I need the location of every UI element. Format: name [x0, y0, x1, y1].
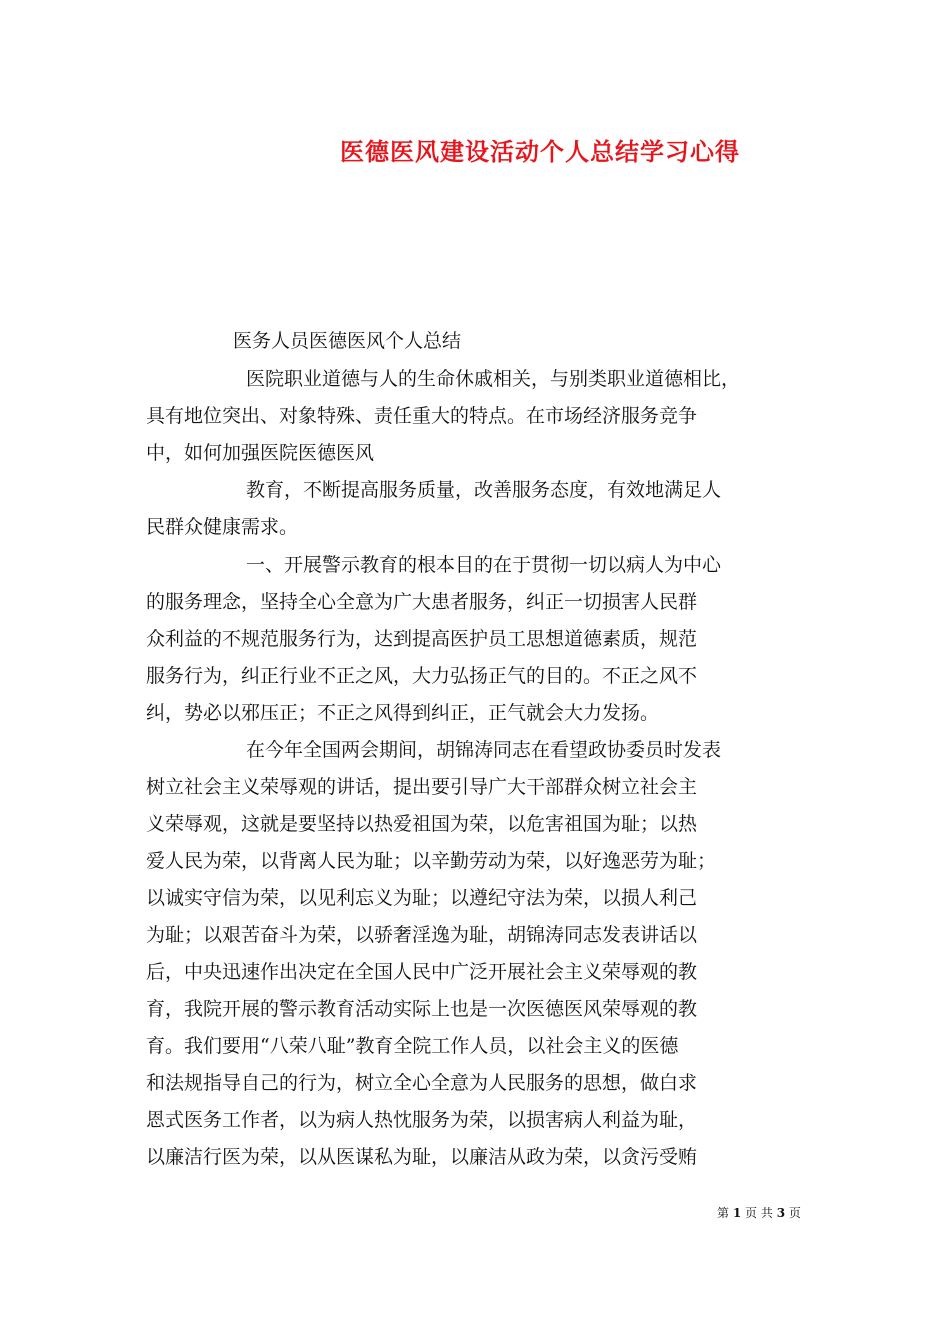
text-line: 以廉洁行医为荣，以从医谋私为耻，以廉洁从政为荣，以贪污受贿 [146, 1146, 698, 1168]
text-line: 义荣辱观，这就是要坚持以热爱祖国为荣，以危害祖国为耻；以热 [146, 813, 698, 835]
text-line: 服务行为，纠正行业不正之风，大力弘扬正气的目的。不正之风不 [146, 665, 698, 687]
text-line: 和法规指导自己的行为，树立全心全意为人民服务的思想，做白求 [146, 1072, 698, 1094]
document-title: 医德医风建设活动个人总结学习心得 [340, 137, 740, 166]
text-line: 的服务理念，坚持全心全意为广大患者服务，纠正一切损害人民群 [146, 591, 698, 613]
document-subtitle: 医务人员医德医风个人总结 [233, 330, 462, 352]
footer-prefix: 第 [717, 1206, 730, 1220]
page-footer [717, 1204, 801, 1221]
page-total: 3 [776, 1206, 786, 1220]
text-line: 以诚实守信为荣，以见利忘义为耻；以遵纪守法为荣，以损人利己 [146, 887, 698, 909]
text-line: 教育，不断提高服务质量，改善服务态度，有效地满足人 [246, 479, 722, 501]
text-line: 具有地位突出、对象特殊、责任重大的特点。在市场经济服务竞争 [146, 405, 698, 427]
page-number: 1 [732, 1206, 742, 1220]
text-line: 爱人民为荣，以背离人民为耻；以辛勤劳动为荣，以好逸恶劳为耻； [146, 850, 717, 872]
text-line: 中，如何加强医院医德医风 [146, 442, 375, 464]
text-line: 民群众健康需求。 [146, 516, 299, 538]
text-line: 医院职业道德与人的生命休戚相关，与别类职业道德相比， [246, 368, 741, 390]
footer-middle: 页 共 [745, 1206, 773, 1220]
text-line: 后，中央迅速作出决定在全国人民中广泛开展社会主义荣辱观的教 [146, 961, 698, 983]
text-line: 树立社会主义荣辱观的讲话，提出要引导广大干部群众树立社会主 [146, 776, 698, 798]
text-line: 一、开展警示教育的根本目的在于贯彻一切以病人为中心 [246, 554, 722, 576]
text-line: 众利益的不规范服务行为，达到提高医护员工思想道德素质，规范 [146, 628, 698, 650]
text-line: 恩式医务工作者，以为病人热忱服务为荣，以损害病人利益为耻， [146, 1109, 698, 1131]
text-line: 为耻；以艰苦奋斗为荣，以骄奢淫逸为耻，胡锦涛同志发表讲话以 [146, 924, 698, 946]
text-line: 在今年全国两会期间，胡锦涛同志在看望政协委员时发表 [246, 739, 722, 761]
text-line: 纠，势必以邪压正；不正之风得到纠正，正气就会大力发扬。 [146, 702, 660, 724]
text-line: 育，我院开展的警示教育活动实际上也是一次医德医风荣辱观的教 [146, 998, 698, 1020]
footer-suffix: 页 [788, 1206, 801, 1220]
text-line: 育。我们要用“八荣八耻”教育全院工作人员，以社会主义的医德 [146, 1035, 679, 1057]
